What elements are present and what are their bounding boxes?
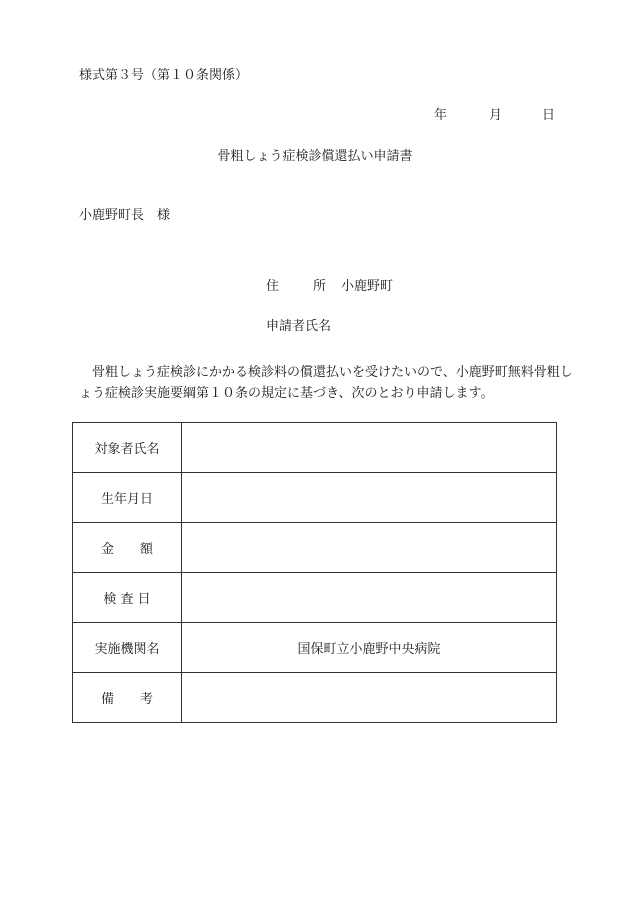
field-label-remarks: 備 考 xyxy=(73,673,182,723)
addressee: 小鹿野町長 様 xyxy=(79,208,171,223)
field-label-birthdate: 生年月日 xyxy=(73,473,182,523)
field-label-subject-name: 対象者氏名 xyxy=(73,423,182,473)
application-statement: 骨粗しょう症検診にかかる検診料の償還払いを受けたいので、小鹿野町無料骨粗しょう症検診実施要綱第１０条の規定に基づき、次のとおり申請します。 xyxy=(79,365,573,401)
table-row xyxy=(73,523,557,573)
date-day-label: 日 xyxy=(542,108,556,123)
document-title: 骨粗しょう症検診償還払い申請書 xyxy=(217,149,413,164)
form-number: 様式第３号（第１０条関係） xyxy=(79,68,249,83)
field-value-subject-name[interactable] xyxy=(182,423,557,473)
application-form-table xyxy=(72,422,557,723)
date-month-label: 月 xyxy=(489,108,503,123)
field-value-exam-date[interactable] xyxy=(182,573,557,623)
applicant-name-label: 申請者氏名 xyxy=(266,319,332,334)
field-value-institution: 国保町立小鹿野中央病院 xyxy=(182,623,557,673)
address-label-part1: 住 xyxy=(266,279,280,294)
date-year-label: 年 xyxy=(434,108,448,123)
field-value-amount[interactable] xyxy=(182,523,557,573)
table-row xyxy=(73,573,557,623)
field-value-birthdate[interactable] xyxy=(182,473,557,523)
field-label-exam-date: 検 査 日 xyxy=(73,573,182,623)
field-label-institution: 実施機関名 xyxy=(73,623,182,673)
table-row xyxy=(73,473,557,523)
address-value: 小鹿野町 xyxy=(341,279,394,294)
table-row xyxy=(73,423,557,473)
field-value-remarks[interactable] xyxy=(182,673,557,723)
field-label-amount: 金 額 xyxy=(73,523,182,573)
address-label-part2: 所 xyxy=(313,279,327,294)
table-row xyxy=(73,673,557,723)
table-row xyxy=(73,623,557,673)
